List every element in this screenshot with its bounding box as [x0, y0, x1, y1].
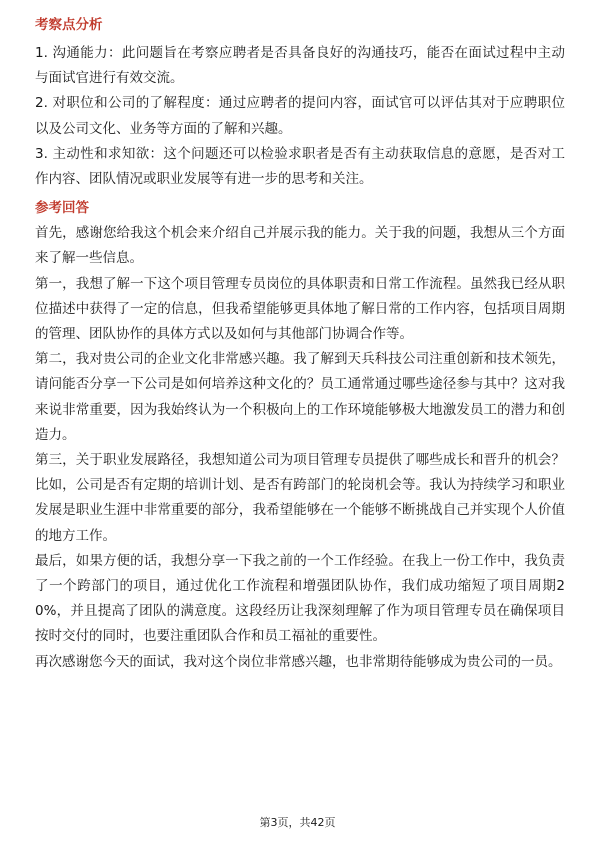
page-content	[35, 14, 565, 675]
page-number: 第3页，共42页	[259, 816, 336, 829]
analysis-point-3: 3. 主动性和求知欲：这个问题还可以检验求职者是否有主动获取信息的意愿，是否对工作内容、团队情况或职业发展等有进一步的思考和关注。	[35, 145, 565, 188]
analysis-point-1: 1. 沟通能力：此问题旨在考察应聘者是否具备良好的沟通技巧，能否在面试过程中主动与面试官进行有效交流。	[35, 45, 565, 87]
analysis-point-2: 2. 对职位和公司的了解程度：通过应聘者的提问内容，面试官可以评估其对于应聘职位以及公司文化、业务等方面的了解和兴趣。	[35, 95, 565, 137]
answer-paragraph-6: 再次感谢您今天的面试，我对这个岗位非常感兴趣，也非常期待能够成为贵公司的一员。	[35, 653, 562, 670]
analysis-heading: 考察点分析	[35, 17, 103, 33]
answer-paragraph-3: 第二，我对贵公司的企业文化非常感兴趣。我了解到天兵科技公司注重创新和技术领先，请问能否分享一下公司是如何培养这种文化的？员工通常通过哪些途径参与其中？这对我来说非常重要，因为我始终认为一个积极向上的工作环境能够极大地激发员工的潜力和创造力。	[35, 351, 565, 443]
answer-paragraph-4: 第三，关于职业发展路径，我想知道公司为项目管理专员提供了哪些成长和晋升的机会？比如，公司是否有定期的培训计划、是否有跨部门的轮岗机会等。我认为持续学习和职业发展是职业生涯中非常重要的部分，我希望能够在一个能够不断挑战自己并实现个人价值的地方工作。	[35, 452, 565, 544]
answer-paragraph-5: 最后，如果方便的话，我想分享一下我之前的一个工作经验。在我上一份工作中，我负责了一个跨部门的项目，通过优化工作流程和增强团队协作，我们成功缩短了项目周期20%，并且提高了团队的满意度。这段经历让我深刻理解了作为项目管理专员在确保项目按时交付的同时，也要注重团队合作和员工福祉的重要性。	[35, 552, 565, 645]
answer-heading: 参考回答	[35, 200, 89, 217]
answer-paragraph-1: 首先，感谢您给我这个机会来介绍自己并展示我的能力。关于我的问题，我想从三个方面来了解一些信息。	[35, 225, 565, 267]
answer-paragraph-2: 第一，我想了解一下这个项目管理专员岗位的具体职责和日常工作流程。虽然我已经从职位描述中获得了一定的信息，但我希望能够更具体地了解日常的工作内容，包括项目周期的管理、团队协作的具体方式以及如何与其他部门协调合作等。	[35, 275, 565, 343]
